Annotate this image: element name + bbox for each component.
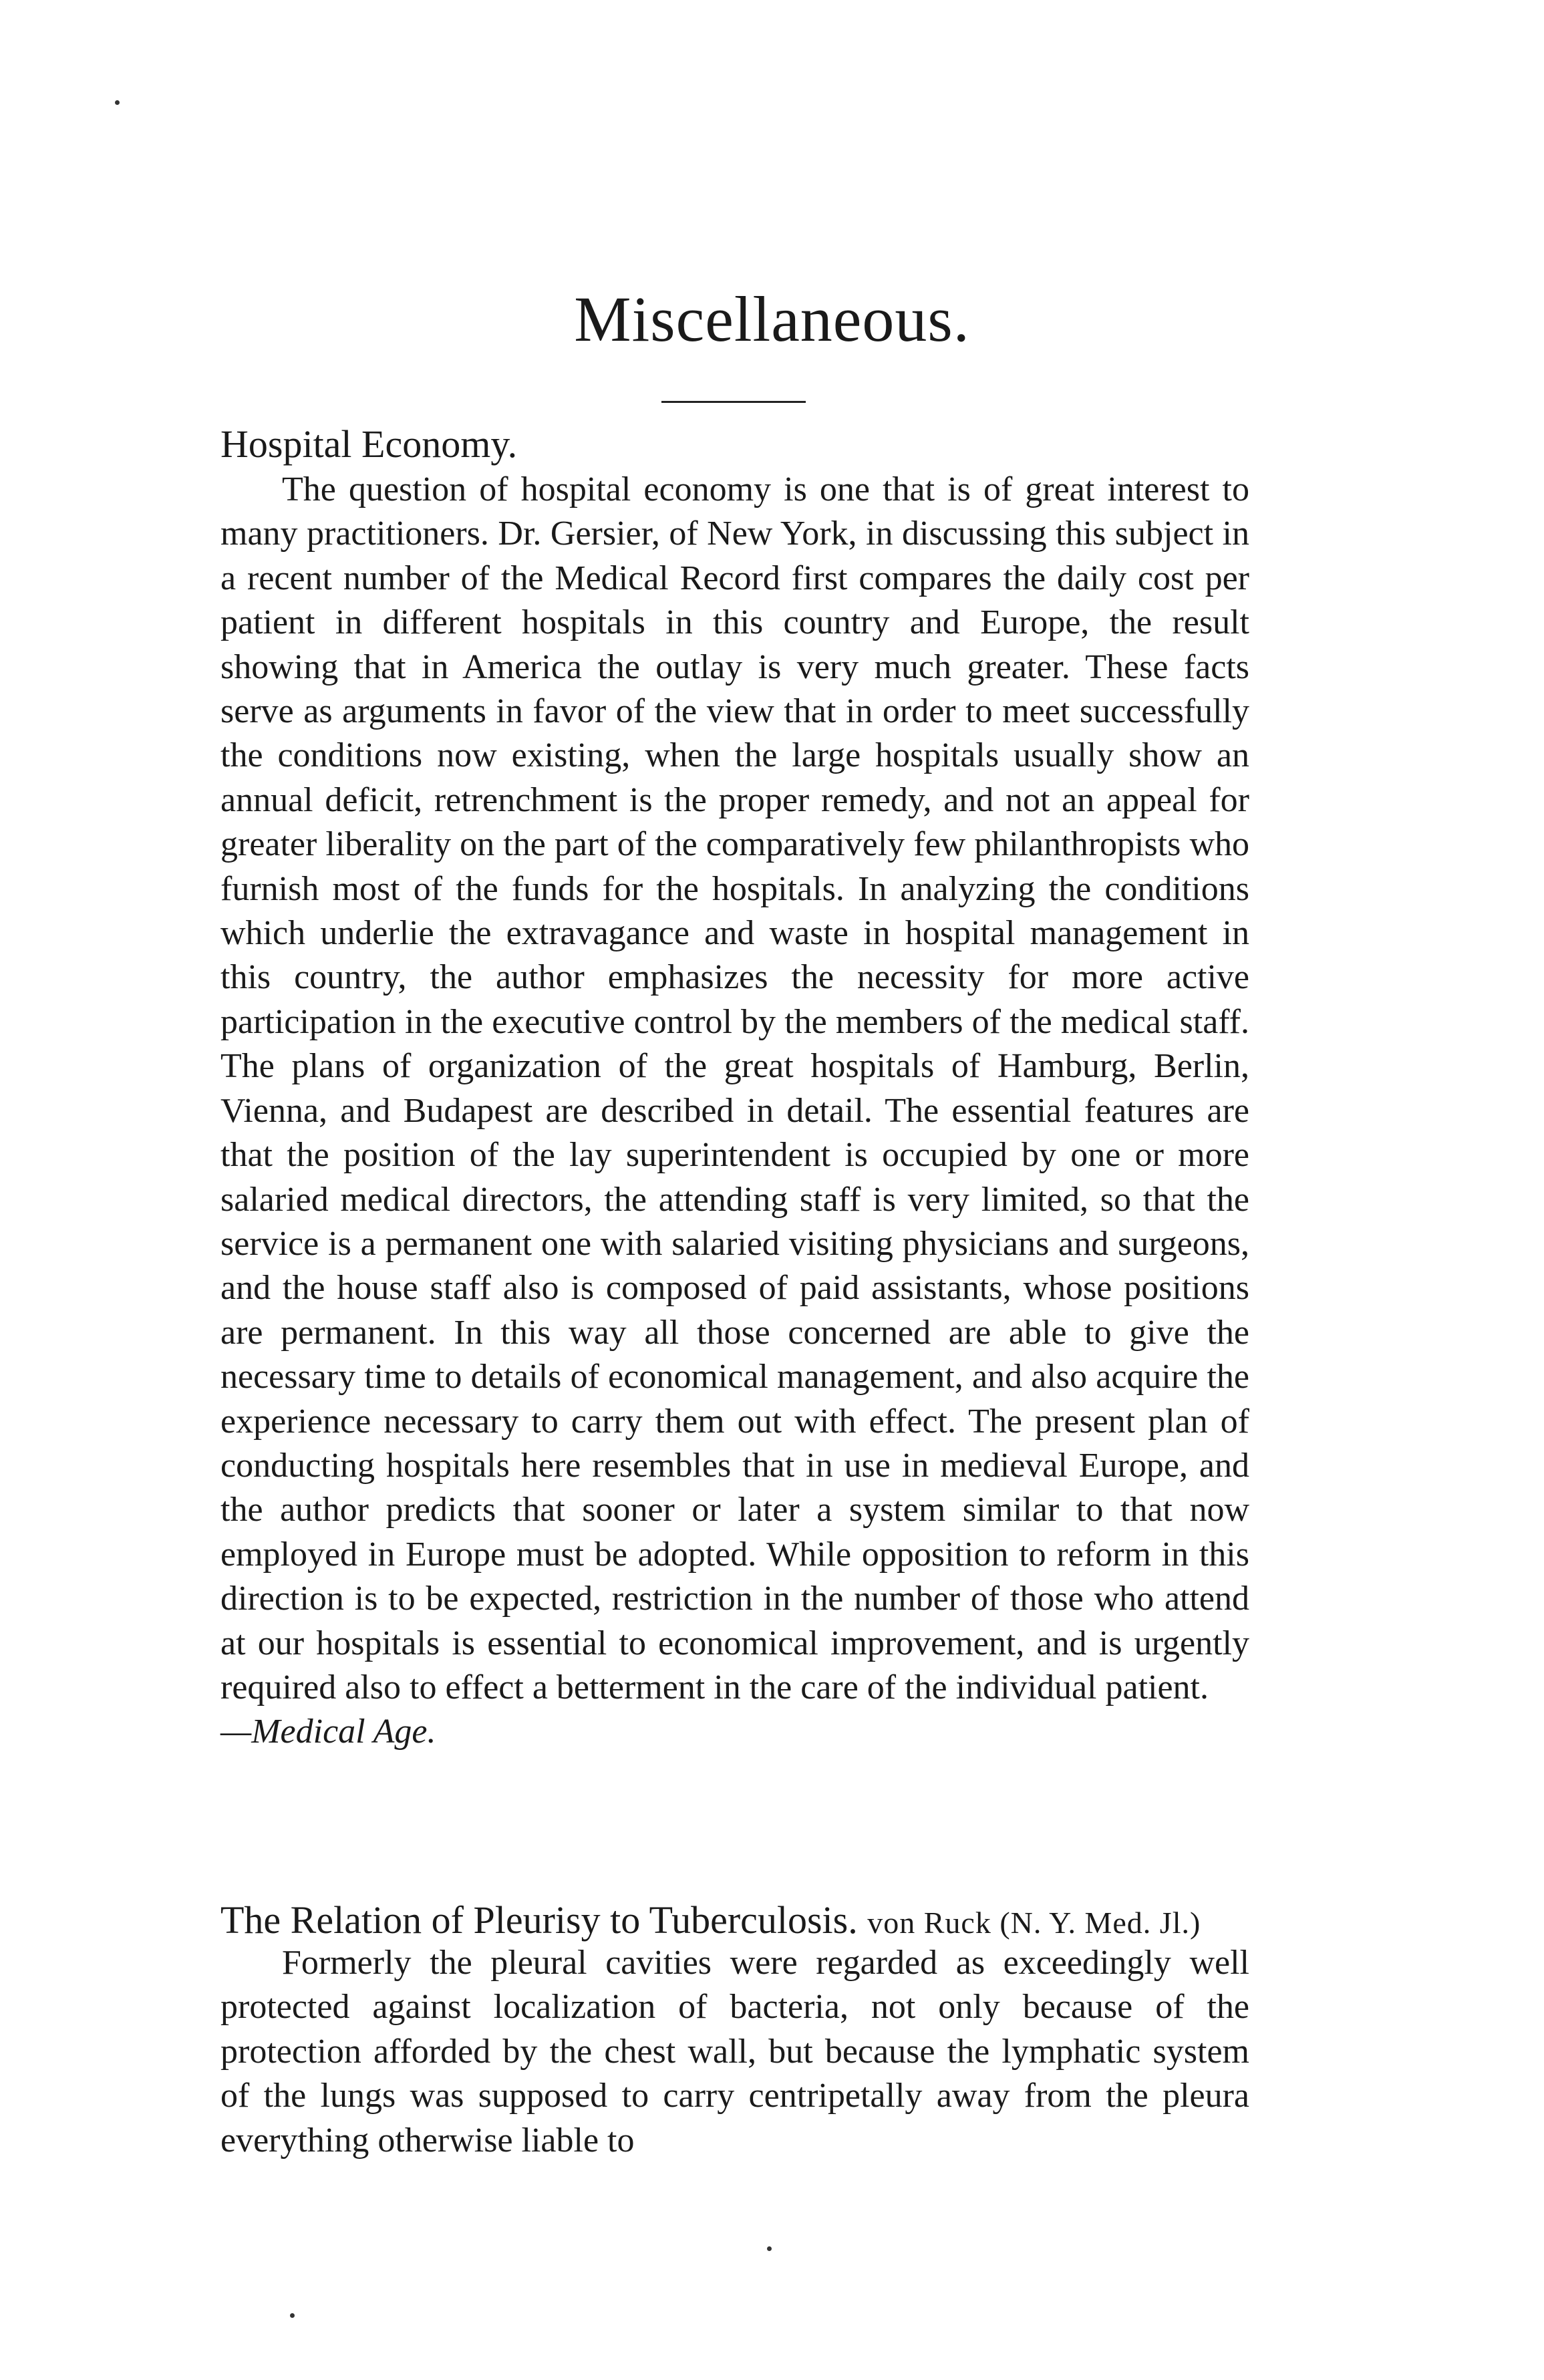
article-paragraph: The question of hospital economy is one that is of great interest to many practitioners. Dr. Gersier, of New York, in discussing this subject in a recent number of the Medical Record first compares the daily cost per patient in different hospitals in this country and Europe, the result showing that in America the outlay is very much greater. These facts serve as arguments in favor of the view that in order to meet successfully the conditions now existing, when the large hospitals usually show an annual deficit, retrenchment is the proper remedy, and not an appeal for greater liberality on the part of the comparatively few philanthropists who furnish most of the funds for the hospitals. In analyzing the conditions which underlie the extravagance and waste in hospital management in this country, the author emphasizes the necessity for more active participation in the executive control by the members of the medical staff. The plans of organization of the great hospitals of Hamburg, Berlin, Vienna, and Budapest are described in detail. The essential features are that the position of the lay superintendent is occupied by one or more salaried medical directors, the attending staff is very limited, so that the service is a permanent one with salaried visiting physicians and surgeons, and the house staff also is composed of paid assistants, whose positions are permanent. In this way all those concerned are able to give the necessary time to details of economical management, and also acquire the experience necessary to carry them out with effect. The present plan of conducting hospitals here resembles that in use in medieval Europe, and the author predicts that sooner or later a system similar to that now employed in Europe must be adopted. While opposition to reform in this direction is to be expected, restriction in the number of those who attend at our hospitals is essential to economical improvement, and is urgently required also to effect a betterment in the care of the individual patient. <box>220 470 1249 1706</box>
print-speck <box>767 2246 772 2251</box>
page-title: Miscellaneous. <box>574 283 970 355</box>
article-paragraph: Formerly the pleural cavities were regarded as exceedingly well protected against localization of bacteria, not only because of the protection afforded by the chest wall, but because the lymphatic system of the lungs was supposed to carry centripetally away from the pleura everything otherwise liable to <box>220 1944 1249 2160</box>
title-rule <box>661 401 806 403</box>
article-heading: Hospital Economy. <box>220 422 518 466</box>
print-speck <box>115 100 120 105</box>
article-citation: —Medical Age. <box>220 1713 436 1751</box>
article-heading-text: The Relation of Pleurisy to Tuberculosis. <box>220 1898 858 1942</box>
article-body <box>220 1941 1249 2163</box>
article-heading <box>220 1898 1201 1942</box>
article-byline: von Ruck (N. Y. Med. Jl.) <box>867 1906 1201 1940</box>
print-speck <box>290 2313 295 2318</box>
article-body <box>220 468 1249 1755</box>
